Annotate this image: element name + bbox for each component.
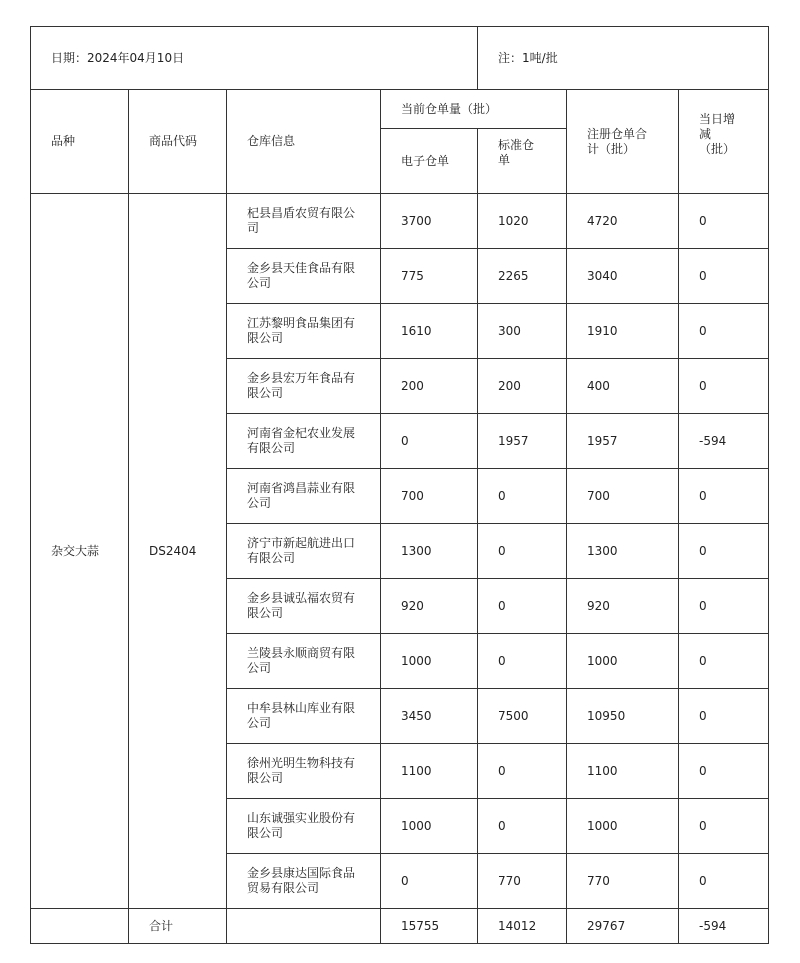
standard-cell: 0 [478, 799, 567, 854]
warehouse-cell: 金乡县宏万年食品有限公司 [227, 359, 381, 414]
change-cell: 0 [679, 194, 769, 249]
electronic-cell: 0 [381, 854, 478, 909]
electronic-cell: 200 [381, 359, 478, 414]
col-standard: 标准仓单 [478, 129, 567, 194]
total-cell: 1910 [567, 304, 679, 359]
warehouse-cell: 金乡县天佳食品有限公司 [227, 249, 381, 304]
electronic-cell: 3450 [381, 689, 478, 744]
electronic-cell: 775 [381, 249, 478, 304]
standard-cell: 200 [478, 359, 567, 414]
warehouse-cell: 山东诚强实业股份有限公司 [227, 799, 381, 854]
unit-note: 注：1吨/批 [478, 27, 769, 90]
total-warehouse-cell [227, 909, 381, 944]
standard-cell: 2265 [478, 249, 567, 304]
total-cell: 1000 [567, 799, 679, 854]
change-cell: 0 [679, 799, 769, 854]
standard-cell: 7500 [478, 689, 567, 744]
change-cell: 0 [679, 469, 769, 524]
electronic-cell: 1610 [381, 304, 478, 359]
standard-cell: 0 [478, 524, 567, 579]
col-variety: 品种 [31, 90, 129, 194]
warehouse-cell: 济宁市新起航进出口有限公司 [227, 524, 381, 579]
electronic-cell: 1300 [381, 524, 478, 579]
change-cell: 0 [679, 634, 769, 689]
total-cell: 10950 [567, 689, 679, 744]
warehouse-cell: 江苏黎明食品集团有限公司 [227, 304, 381, 359]
change-cell: -594 [679, 414, 769, 469]
total-standard: 14012 [478, 909, 567, 944]
total-cell: 400 [567, 359, 679, 414]
standard-cell: 0 [478, 744, 567, 799]
col-code: 商品代码 [129, 90, 227, 194]
standard-cell: 0 [478, 634, 567, 689]
change-cell: 0 [679, 579, 769, 634]
total-blank-cell [31, 909, 129, 944]
total-cell: 920 [567, 579, 679, 634]
total-cell: 1000 [567, 634, 679, 689]
standard-cell: 1020 [478, 194, 567, 249]
total-change: -594 [679, 909, 769, 944]
total-row [31, 909, 769, 944]
table-row [31, 194, 769, 249]
total-cell: 1100 [567, 744, 679, 799]
standard-cell: 300 [478, 304, 567, 359]
standard-cell: 0 [478, 469, 567, 524]
total-cell: 1957 [567, 414, 679, 469]
change-cell: 0 [679, 854, 769, 909]
variety-cell: 杂交大蒜 [31, 194, 129, 909]
report-date: 日期：2024年04月10日 [31, 27, 478, 90]
total-cell: 700 [567, 469, 679, 524]
electronic-cell: 700 [381, 469, 478, 524]
total-cell: 1300 [567, 524, 679, 579]
total-label: 合计 [129, 909, 227, 944]
electronic-cell: 3700 [381, 194, 478, 249]
code-cell: DS2404 [129, 194, 227, 909]
warehouse-cell: 中牟县林山库业有限公司 [227, 689, 381, 744]
electronic-cell: 0 [381, 414, 478, 469]
electronic-cell: 1100 [381, 744, 478, 799]
warehouse-cell: 兰陵县永顺商贸有限公司 [227, 634, 381, 689]
change-cell: 0 [679, 249, 769, 304]
standard-cell: 770 [478, 854, 567, 909]
total-cell: 4720 [567, 194, 679, 249]
warehouse-cell: 金乡县康达国际食品贸易有限公司 [227, 854, 381, 909]
warehouse-cell: 杞县昌盾农贸有限公司 [227, 194, 381, 249]
col-warehouse: 仓库信息 [227, 90, 381, 194]
col-electronic: 电子仓单 [381, 129, 478, 194]
electronic-cell: 1000 [381, 799, 478, 854]
change-cell: 0 [679, 689, 769, 744]
warehouse-receipt-table [30, 26, 769, 944]
standard-cell: 0 [478, 579, 567, 634]
electronic-cell: 920 [381, 579, 478, 634]
col-current-group: 当前仓单量（批） [381, 90, 567, 129]
change-cell: 0 [679, 744, 769, 799]
standard-cell: 1957 [478, 414, 567, 469]
warehouse-cell: 河南省金杞农业发展有限公司 [227, 414, 381, 469]
col-daily-change: 当日增减（批） [679, 90, 769, 194]
total-registered: 29767 [567, 909, 679, 944]
warehouse-cell: 金乡县诚弘福农贸有限公司 [227, 579, 381, 634]
change-cell: 0 [679, 304, 769, 359]
warehouse-cell: 河南省鸿昌蒜业有限公司 [227, 469, 381, 524]
col-registered-total: 注册仓单合计（批） [567, 90, 679, 194]
total-cell: 3040 [567, 249, 679, 304]
change-cell: 0 [679, 524, 769, 579]
electronic-cell: 1000 [381, 634, 478, 689]
total-cell: 770 [567, 854, 679, 909]
change-cell: 0 [679, 359, 769, 414]
warehouse-cell: 徐州光明生物科技有限公司 [227, 744, 381, 799]
total-electronic: 15755 [381, 909, 478, 944]
